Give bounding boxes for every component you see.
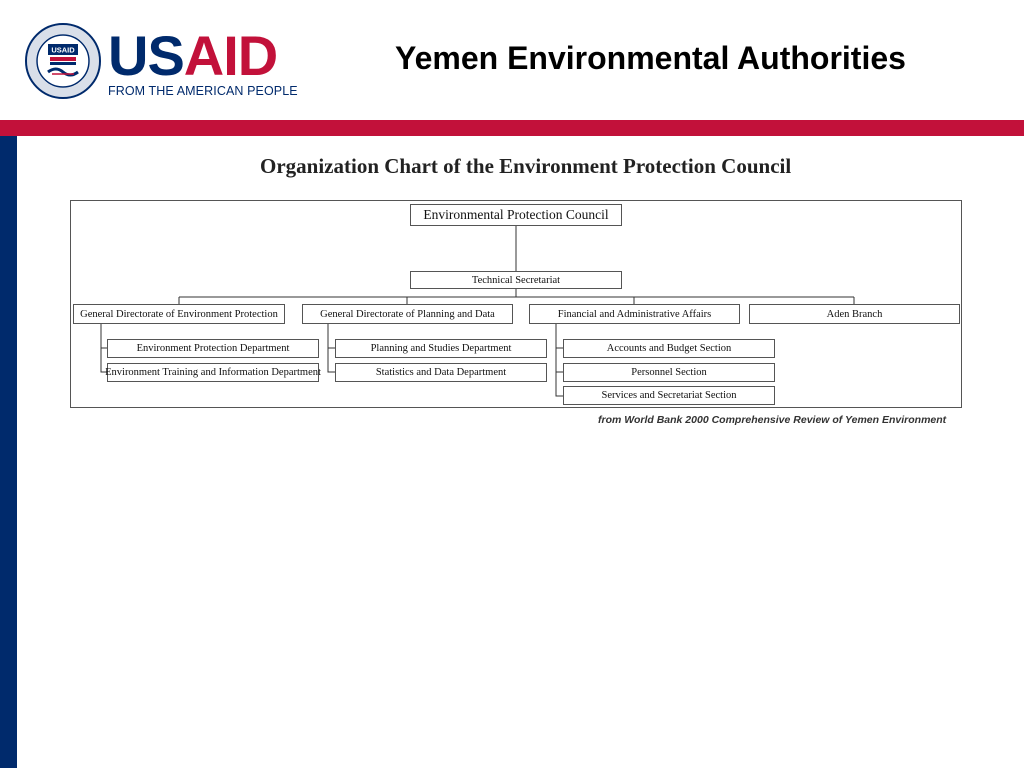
node-environment-training-information-department: Environment Training and Information Department — [107, 363, 319, 382]
diagram-title: Organization Chart of the Environment Protection Council — [260, 154, 792, 178]
wordmark-aid: AID — [183, 24, 278, 87]
seal-badge-text: USAID — [51, 45, 75, 55]
node-directorate-environment-protection: General Directorate of Environment Protection — [73, 304, 285, 324]
node-environment-protection-department: Environment Protection Department — [107, 339, 319, 358]
connector-dir3-children — [556, 324, 563, 396]
node-directorate-planning-data: General Directorate of Planning and Data — [302, 304, 513, 324]
node-services-secretariat-section: Services and Secretariat Section — [563, 386, 775, 405]
node-planning-studies-department: Planning and Studies Department — [335, 339, 547, 358]
node-personnel-section: Personnel Section — [563, 363, 775, 382]
slide-title: Yemen Environmental Authorities — [395, 40, 906, 76]
node-financial-administrative-affairs: Financial and Administrative Affairs — [529, 304, 740, 324]
wordmark-tagline: FROM THE AMERICAN PEOPLE — [108, 84, 298, 98]
wordmark-us: US — [108, 24, 184, 87]
node-aden-branch: Aden Branch — [749, 304, 960, 324]
node-technical-secretariat: Technical Secretariat — [410, 271, 622, 289]
node-environmental-protection-council: Environmental Protection Council — [410, 204, 622, 226]
node-accounts-budget-section: Accounts and Budget Section — [563, 339, 775, 358]
diagram-source-caption: from World Bank 2000 Comprehensive Review of Yemen Environment — [598, 414, 947, 426]
node-statistics-data-department: Statistics and Data Department — [335, 363, 547, 382]
